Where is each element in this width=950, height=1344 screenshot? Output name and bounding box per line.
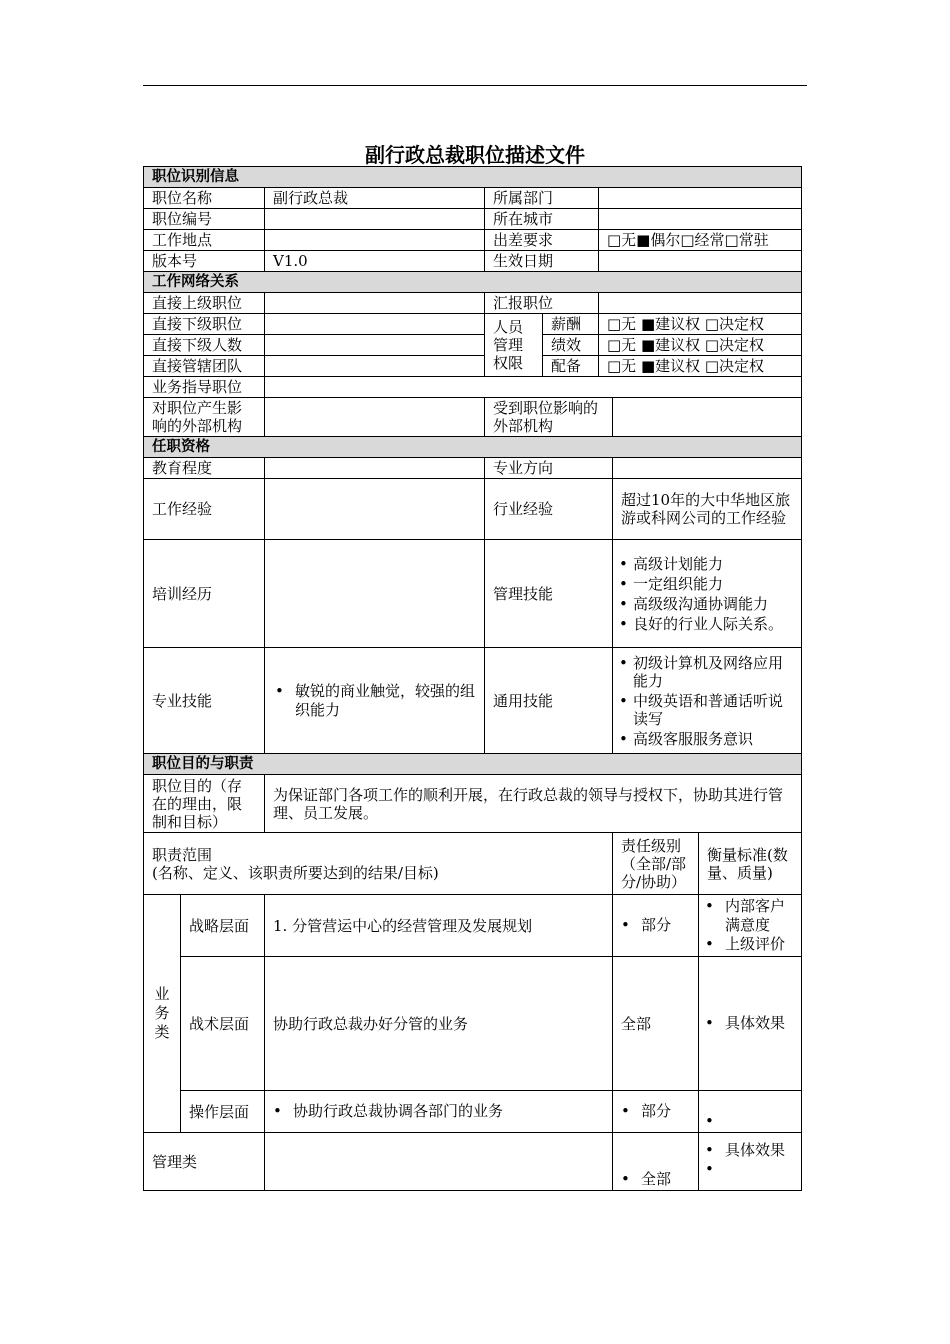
city-label: 所在城市 (485, 209, 599, 230)
table-row (144, 1091, 802, 1133)
authority-label-line: 管理 (493, 336, 524, 354)
section-title: 职位识别信息 (144, 167, 802, 188)
level-operational: 操作层面 (181, 1091, 265, 1133)
version-value: V1.0 (265, 251, 485, 272)
scope-label (144, 833, 613, 895)
list-item: • 敏锐的商业触觉，较强的组织能力 (275, 682, 476, 720)
resp-operational (613, 1091, 699, 1133)
table-row (144, 895, 802, 957)
management-resp (613, 1133, 699, 1191)
work-experience-value (265, 479, 485, 540)
subordinate-count-label: 直接下级人数 (144, 335, 265, 356)
table-row (144, 775, 802, 833)
level-tactical: 战术层面 (181, 957, 265, 1091)
table-row (144, 314, 802, 335)
work-experience-label: 工作经验 (144, 479, 265, 540)
list-item: • 良好的行业人际关系。 (619, 615, 795, 633)
team-value (265, 356, 485, 377)
report-value (599, 293, 802, 314)
authority-item-salary: 薪酬 (543, 314, 599, 335)
table-row (144, 251, 802, 272)
travel-label: 出差要求 (485, 230, 599, 251)
table-row (144, 540, 802, 648)
list-item: • 具体效果 (705, 1014, 795, 1033)
table-row (144, 356, 802, 377)
resp-strategic (613, 895, 699, 957)
category-char: 务 (154, 1004, 170, 1022)
scope-label-note: (名称、定义、该职责所要达到的结果/目标) (152, 863, 439, 882)
list-item: • 部分 (621, 916, 690, 935)
section-network (144, 272, 802, 293)
superior-label: 直接上级职位 (144, 293, 265, 314)
table-row (144, 479, 802, 540)
superior-value (265, 293, 485, 314)
content-strategic: 1. 分管营运中心的经营管理及发展规划 (265, 895, 613, 957)
table-row (144, 230, 802, 251)
position-no-label: 职位编号 (144, 209, 265, 230)
management-category-label: 管理类 (144, 1133, 265, 1191)
subordinate-label: 直接下级职位 (144, 314, 265, 335)
workplace-value (265, 230, 485, 251)
list-item: • 全部 (621, 1170, 690, 1189)
position-name-label: 职位名称 (144, 188, 265, 209)
table-row (144, 957, 802, 1091)
authority-value-staffing: □无 ■建议权 □决定权 (599, 356, 802, 377)
authority-label-line: 权限 (493, 354, 524, 372)
table-row (144, 833, 802, 895)
external-influenced-label: 对职位产生影响的外部机构 (144, 398, 265, 437)
list-item: • 协助行政总裁协调各部门的业务 (273, 1102, 604, 1121)
list-item: • 初级计算机及网络应用能力 (619, 654, 795, 690)
training-value (265, 540, 485, 648)
workplace-label: 工作地点 (144, 230, 265, 251)
measure-tactical (699, 957, 802, 1091)
external-affected-label: 受到职位影响的外部机构 (485, 398, 613, 437)
subordinate-value (265, 314, 485, 335)
business-category-label (144, 895, 181, 1133)
category-char: 类 (154, 1023, 170, 1041)
section-title: 工作网络关系 (144, 272, 802, 293)
header-rule (143, 85, 807, 86)
category-char: 业 (154, 985, 170, 1003)
section-title: 职位目的与职责 (144, 754, 802, 775)
measure-strategic (699, 895, 802, 957)
travel-value: □无■偶尔□经常□常驻 (599, 230, 802, 251)
table-row (144, 458, 802, 479)
purpose-value: 为保证部门各项工作的顺利开展，在行政总裁的领导与授权下，协助其进行管理、员工发展。 (265, 775, 802, 833)
table-row (144, 398, 802, 437)
professional-skill-label: 专业技能 (144, 648, 265, 754)
external-affected-value (613, 398, 802, 437)
subordinate-count-value (265, 335, 485, 356)
scope-label-title: 职责范围 (152, 845, 213, 864)
table-row (144, 648, 802, 754)
list-item: • 中级英语和普通话听说读写 (619, 692, 795, 728)
level-strategic: 战略层面 (181, 895, 265, 957)
major-label: 专业方向 (485, 458, 613, 479)
position-name-value: 副行政总裁 (265, 188, 485, 209)
industry-experience-value: 超过10年的大中华地区旅游或科网公司的工作经验 (613, 479, 802, 540)
list-item: • 高级客服服务意识 (619, 730, 795, 748)
guidance-label: 业务指导职位 (144, 377, 265, 398)
authority-item-staffing: 配备 (543, 356, 599, 377)
personnel-authority-label (485, 314, 543, 377)
management-measures (699, 1133, 802, 1191)
effective-date-value (599, 251, 802, 272)
department-label: 所属部门 (485, 188, 599, 209)
effective-date-label: 生效日期 (485, 251, 599, 272)
industry-experience-label: 行业经验 (485, 479, 613, 540)
job-description-table (143, 166, 802, 1191)
authority-value-salary: □无 ■建议权 □决定权 (599, 314, 802, 335)
content-operational (265, 1091, 613, 1133)
list-item: • 上级评价 (705, 935, 795, 954)
measure-label: 衡量标准(数量、质量) (699, 833, 802, 895)
section-purpose (144, 754, 802, 775)
responsibility-level-label: 责任级别（全部/部分/协助） (613, 833, 699, 895)
table-row (144, 1133, 802, 1191)
section-identification (144, 167, 802, 188)
major-value (613, 458, 802, 479)
authority-label-line: 人员 (493, 318, 524, 336)
management-content (265, 1133, 613, 1191)
team-label: 直接管辖团队 (144, 356, 265, 377)
city-value (599, 209, 802, 230)
resp-tactical: 全部 (613, 957, 699, 1091)
version-label: 版本号 (144, 251, 265, 272)
management-skill-label: 管理技能 (485, 540, 613, 648)
table-row (144, 188, 802, 209)
section-title: 任职资格 (144, 437, 802, 458)
table-row (144, 335, 802, 356)
list-item: • 一定组织能力 (619, 575, 795, 593)
general-skill-list (613, 648, 802, 754)
document-title: 副行政总裁职位描述文件 (365, 143, 585, 167)
department-value (599, 188, 802, 209)
report-label: 汇报职位 (485, 293, 599, 314)
list-item: • 内部客户满意度 (705, 897, 795, 935)
table-row (144, 293, 802, 314)
authority-item-performance: 绩效 (543, 335, 599, 356)
table-row (144, 377, 802, 398)
measure-operational (699, 1091, 802, 1133)
list-item: • 高级级沟通协调能力 (619, 595, 795, 613)
education-label: 教育程度 (144, 458, 265, 479)
purpose-label: 职位目的（存在的理由，限制和目标） (144, 775, 265, 833)
guidance-value (265, 377, 802, 398)
management-skill-list (613, 540, 802, 648)
table-row (144, 209, 802, 230)
education-value (265, 458, 485, 479)
authority-value-performance: □无 ■建议权 □决定权 (599, 335, 802, 356)
list-item: • 部分 (621, 1102, 690, 1121)
general-skill-label: 通用技能 (485, 648, 613, 754)
section-qualification (144, 437, 802, 458)
content-tactical: 协助行政总裁办好分管的业务 (265, 957, 613, 1091)
external-influenced-value (265, 398, 485, 437)
professional-skill-list (265, 648, 485, 754)
position-no-value (265, 209, 485, 230)
list-item: • 具体效果 (705, 1141, 795, 1160)
list-item: • 高级计划能力 (619, 555, 795, 573)
training-label: 培训经历 (144, 540, 265, 648)
